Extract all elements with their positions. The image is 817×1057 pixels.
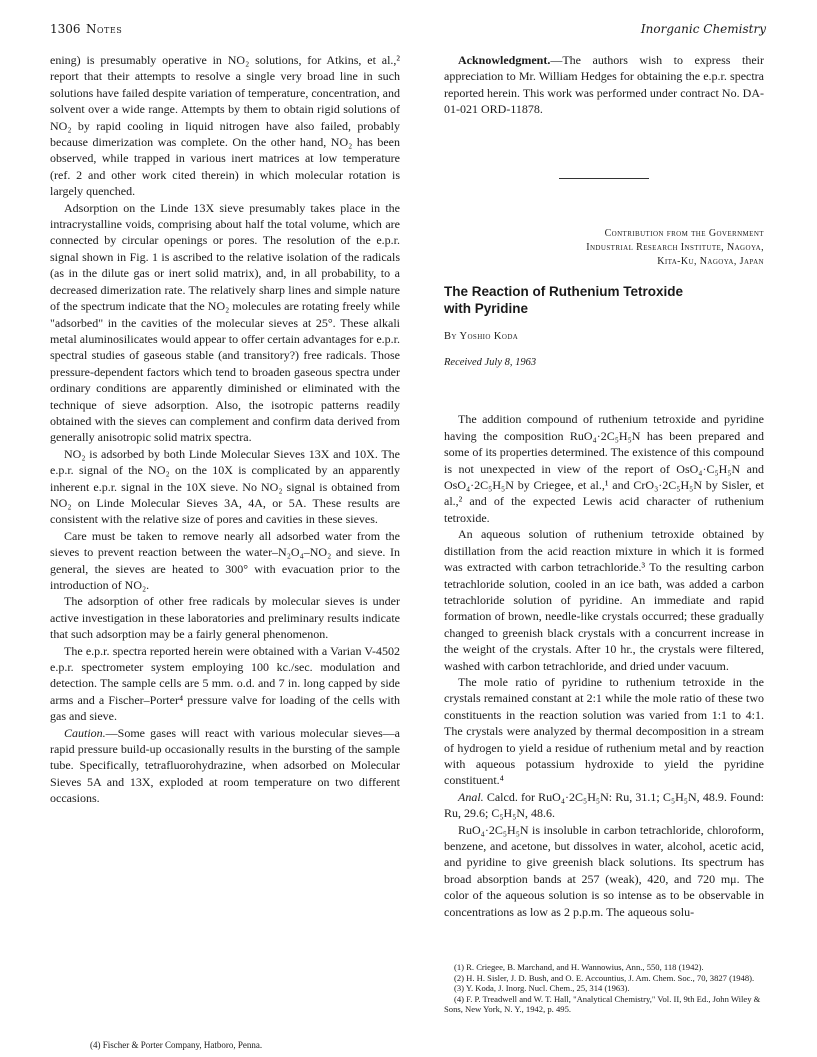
acknowledgment-heading: Acknowledgment. [458,53,551,67]
paragraph: RuO₄·2C₅H₅N is insoluble in carbon tetrachloride, chloroform, benzene, and acetone, but dissolves in water, alcohol, acetic acid, and pyridine to give greenish black solutions. Its spectrum has broad absorption bands at 257 (weak), 420, and 720 mμ. The color of the aqueous solution is so intense as to be observable in concentrations as low as 2 p.p.m. The aqueous solu- [444,822,764,919]
caution-paragraph [50,725,400,807]
contribution-line: Contribution from the Government [604,227,764,239]
paragraph: The addition compound of ruthenium tetroxide and pyridine having the composition RuO₄·2C₅H₅N has been prepared and some of its properties determined. The existence of this compound is not unexpected in view of the report of OsO₄·C₅H₅N and OsO₄·2C₅H₅N by Criegee, et al.,¹ and CrO₃·2C₅H₅N by Sisler, et al.,² and of the expected Lewis acid character of ruthenium tetroxide. [444,412,764,525]
article-title-line: The Reaction of Ruthenium Tetroxide [444,283,684,299]
article-title-line: with Pyridine [444,300,529,316]
caution-text: —Some gases will react with various molecular sieves—a rapid pressure build-up occasionally results in the bursting of the sample tube. Specifically, tetrafluorohydrazine, when adsorbed on Molecular Sieves 5A and 13X, exploded at room temperature on two different occasions. [50,725,400,806]
page-number: 1306 [50,22,81,36]
reference-item: (1) R. Criegee, B. Marchand, and H. Wannowius, Ann., 550, 118 (1942). [454,962,704,972]
paragraph: Care must be taken to remove nearly all adsorbed water from the sieves to prevent reaction between the water–N₂O₄–NO₂ and sieve. In general, the sieves are heated to 300° with evacuation prior to the introduction of NO₂. [50,528,400,592]
paragraph: The adsorption of other free radicals by molecular sieves is under active investigation in these laboratories and preliminary results indicate that such adsorption may be a fairly general phenomenon. [50,594,400,642]
paragraph: ening) is presumably operative in NO₂ solutions, for Atkins, et al.,² report that their attempts to resolve a single very broad line in such solutions have failed despite variation of temperature, concentration, and solvent over a wide range. Attempts by them to obtain rigid solutions of NO₂ by rapid cooling in liquid nitrogen have also failed, probably because dimerization was complete. On the other hand, NO₂ has been observed, while trapped in various inert matrices at low temperature (ref. 2 and other work cited therein) in which molecular rotation is largely quenched. [50,53,400,199]
left-column [50,52,400,807]
acknowledgment-text: —The authors wish to express their appreciation to Mr. William Hedges for obtaining the e.p.r. spectra reported herein. This work was performed under contract No. DA-01-021 ORD-11878. [444,53,764,117]
section-name: Notes [86,22,123,36]
analysis-label: Anal. [458,789,484,804]
received-date: Received July 8, 1963 [444,357,537,369]
byline: By Yoshio Koda [444,330,519,342]
journal-name: Inorganic Chemistry [640,22,766,36]
paragraph: An aqueous solution of ruthenium tetroxide obtained by distillation from the acid reaction mixture in which it is formed was extracted with carbon tetrachloride.³ To the resulting carbon tetrachloride solution, cooled in an ice bath, was added a carbon tetrachloride solution of pyridine. An immediate and rapid formation of brown, needle-like crystals occurred; these gradually changed to greenish black crystals with a concurrent increase in the weight of the crystals. After 10 hr., the crystals were filtered, washed with carbon tetrachloride, and dried under vacuum. [444,527,764,673]
spacer [444,371,764,411]
paragraph: Adsorption on the Linde 13X sieve presumably takes place in the intracrystalline voids, comprising about half the total volume, which are connected by circular openings or pores. The resolution of the e.p.r. signal shown in Fig. 1 is ascribed to the relative isolation of the radicals (as in the dilute gas or inert solid matrix), and, in all probability, to a decreased dimerization rate. The relatively sharp lines and simple nature of the spectrum indicate that the NO₂ molecules are rotating freely while "adsorbed" in the cavities of the molecular sieves at 25°. These alkali metal aluminosilicates would appear to offer certain advantages for e.p.r. spectral studies of gaseous stable (and transitory?) free radicals. Those pressure-dependent factors which tend to broaden gaseous spectra under ordinary conditions are apparently diminished or eliminated with the technique of sieve adsorption. Also, the isotropic patterns readily obtained with the sieves can complement and confirm data derived from generally anisotropic solid matrix spectra. [50,200,400,445]
section-divider [559,178,649,179]
paragraph: The e.p.r. spectra reported herein were obtained with a Varian V-4502 e.p.r. spectrometer system employing 100 kc./sec. modulation and detection. The sample cells are 5 mm. o.d. and 7 in. long capped by side arms and a Fischer–Porter⁴ pressure valve for loading of the cells with gas and sieve. [50,643,400,724]
contribution-block [444,227,764,269]
page-header [50,22,766,40]
acknowledgment-paragraph [444,52,764,118]
caution-label: Caution. [64,725,106,740]
contribution-line: Kita-Ku, Nagoya, Japan [657,255,764,267]
article-title [444,283,764,317]
left-footnote: (4) Fischer & Porter Company, Hatboro, Penna. [90,1040,263,1050]
paragraph: NO₂ is adsorbed by both Linde Molecular Sieves 13X and 10X. The e.p.r. signal of the NO₂ on the 10X is complicated by an apparently inherent e.p.r. signal in the 10X sieve. No NO₂ signal is obtained from NO₂ on Linde Molecular Sieves 3A, 4A, or 5A. These results are consistent with the relative size of pores and cavities in these sieves. [50,446,400,527]
contribution-line: Industrial Research Institute, Nagoya, [586,241,764,253]
analysis-text: Calcd. for RuO₄·2C₅H₅N: Ru, 31.1; C₅H₅N, 48.9. Found: Ru, 29.6; C₅H₅N, 48.6. [444,789,764,821]
references [444,962,764,1015]
reference-item: (3) Y. Koda, J. Inorg. Nucl. Chem., 25, 314 (1963). [454,983,630,994]
reference-item: (2) H. H. Sisler, J. D. Bush, and O. E. Accountius, J. Am. Chem. Soc., 70, 3827 (1948). [454,972,755,983]
paragraph: The mole ratio of pyridine to ruthenium tetroxide in the crystals remained constant at 2:1 while the mole ratio of these two constituents in the reaction solution was varied from 1:1 to 4:1. The crystals were analyzed by thermal decomposition in a stream of hydrogen to yield a residue of ruthenium metal and by reaction with aqueous potassium hydroxide to yield the pyridine constituent.⁴ [444,674,764,788]
reference-item: (4) F. P. Treadwell and W. T. Hall, "Analytical Chemistry," Vol. II, 9th Ed., John Wiley & Sons, New York, N. Y., 1942, p. 495. [444,993,761,1015]
analysis-paragraph [444,789,764,822]
right-column [444,52,764,920]
